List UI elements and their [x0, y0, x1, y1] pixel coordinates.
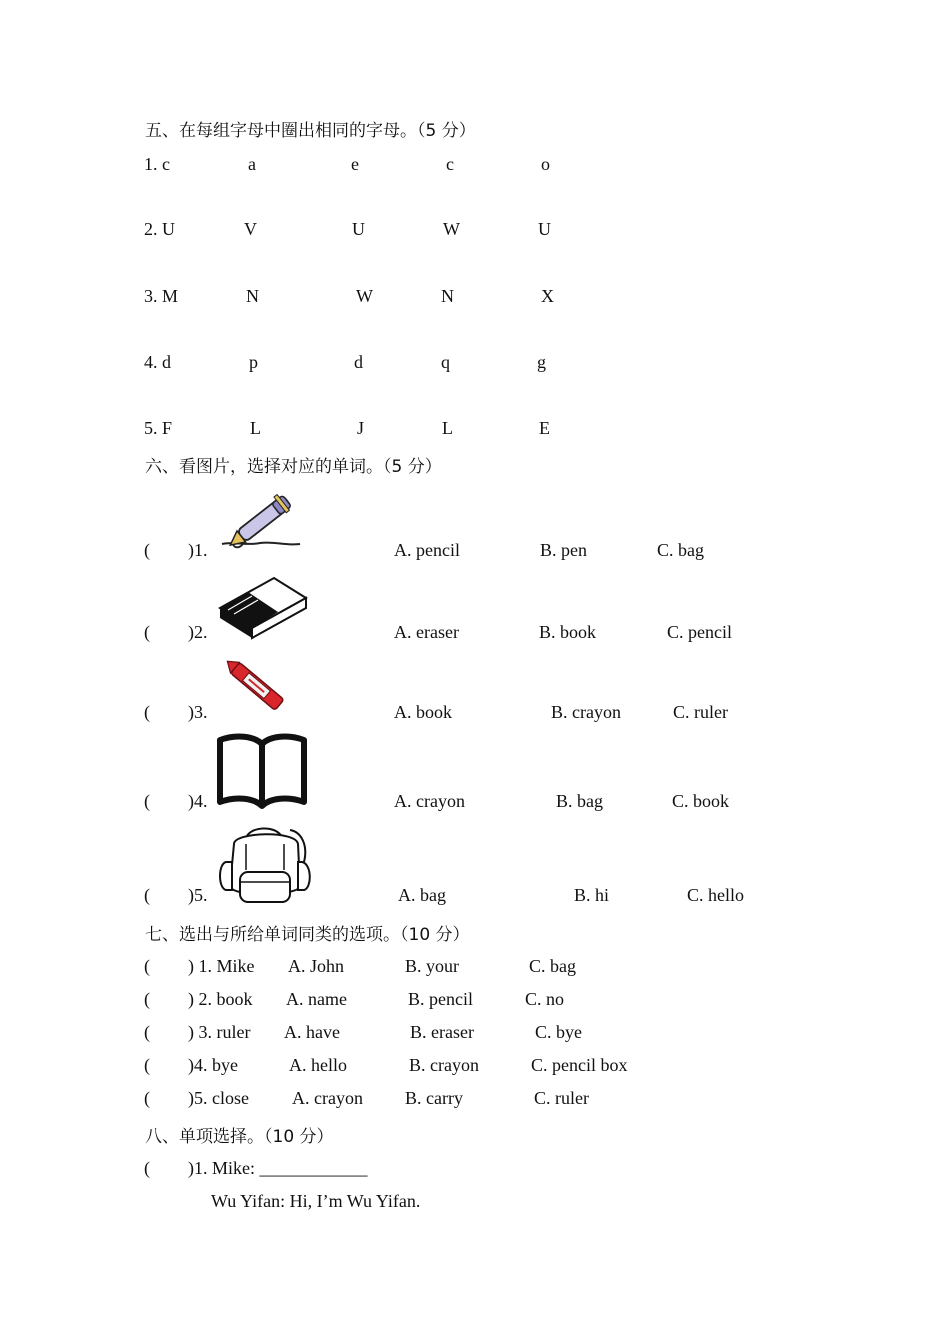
- crayon-icon: [218, 654, 298, 720]
- answer-paren[interactable]: (: [144, 1158, 150, 1178]
- answer-paren[interactable]: (: [144, 540, 150, 560]
- question-number: )4.: [188, 791, 208, 811]
- letter-option: q: [441, 352, 450, 372]
- answer-paren[interactable]: (: [144, 885, 150, 905]
- option-c: C. no: [525, 989, 565, 1009]
- question-number: )1.: [188, 540, 208, 560]
- section6-heading: 六、看图片，选择对应的单词。（5 分）: [145, 457, 442, 477]
- question-word: ) 1. Mike: [188, 956, 255, 976]
- question-number: 1. c: [144, 154, 170, 174]
- option-a: A. crayon: [394, 791, 465, 811]
- dialogue-reply: Wu Yifan: Hi, I’m Wu Yifan.: [211, 1191, 421, 1211]
- option-b: B. book: [539, 622, 597, 642]
- question-number: 2. U: [144, 219, 175, 239]
- letter-option: U: [352, 219, 365, 239]
- section7-heading: 七、选出与所给单词同类的选项。（10 分）: [145, 925, 470, 945]
- option-a: A. pencil: [394, 540, 460, 560]
- question-number: 4. d: [144, 352, 171, 372]
- question-word: ) 2. book: [188, 989, 253, 1009]
- option-c: C. pencil: [667, 622, 732, 642]
- letter-option: L: [250, 418, 261, 438]
- option-a: A. crayon: [292, 1088, 363, 1108]
- option-c: C. bag: [657, 540, 704, 560]
- question-number: 5. F: [144, 418, 173, 438]
- letter-option: N: [441, 286, 454, 306]
- option-c: C. hello: [687, 885, 744, 905]
- answer-paren[interactable]: (: [144, 956, 150, 976]
- letter-option: W: [356, 286, 373, 306]
- option-a: A. bag: [398, 885, 446, 905]
- option-c: C. book: [672, 791, 730, 811]
- letter-option: o: [541, 154, 550, 174]
- option-a: A. book: [394, 702, 452, 722]
- question-number: )3.: [188, 702, 208, 722]
- option-b: B. eraser: [410, 1022, 474, 1042]
- letter-option: L: [442, 418, 453, 438]
- letter-option: X: [541, 286, 554, 306]
- eraser-icon: [216, 570, 310, 642]
- option-a: A. John: [288, 956, 345, 976]
- letter-option: V: [244, 219, 257, 239]
- option-a: A. hello: [289, 1055, 347, 1075]
- option-b: B. bag: [556, 791, 603, 811]
- option-c: C. ruler: [673, 702, 728, 722]
- book-icon: [216, 732, 308, 810]
- letter-option: d: [354, 352, 363, 372]
- letter-option: E: [539, 418, 550, 438]
- letter-option: J: [357, 418, 365, 438]
- answer-paren[interactable]: (: [144, 1088, 150, 1108]
- option-b: B. pencil: [408, 989, 473, 1009]
- letter-option: U: [538, 219, 551, 239]
- answer-paren[interactable]: (: [144, 622, 150, 642]
- answer-paren[interactable]: (: [144, 702, 150, 722]
- question-number: )5.: [188, 885, 208, 905]
- letter-option: a: [248, 154, 256, 174]
- answer-paren[interactable]: (: [144, 1055, 150, 1075]
- backpack-icon: [216, 822, 314, 908]
- option-b: B. hi: [574, 885, 610, 905]
- option-a: A. have: [284, 1022, 340, 1042]
- option-c: C. bye: [535, 1022, 582, 1042]
- question-number: )2.: [188, 622, 208, 642]
- question-word: )4. bye: [188, 1055, 238, 1075]
- option-b: B. carry: [405, 1088, 463, 1108]
- question-word: )5. close: [188, 1088, 249, 1108]
- option-b: B. pen: [540, 540, 587, 560]
- option-a: A. name: [286, 989, 347, 1009]
- letter-option: c: [446, 154, 454, 174]
- option-b: B. crayon: [551, 702, 621, 722]
- letter-option: W: [443, 219, 460, 239]
- answer-paren[interactable]: (: [144, 989, 150, 1009]
- answer-paren[interactable]: (: [144, 1022, 150, 1042]
- question-number: 3. M: [144, 286, 179, 306]
- section8-heading: 八、单项选择。（10 分）: [145, 1127, 334, 1147]
- option-a: A. eraser: [394, 622, 459, 642]
- letter-option: N: [246, 286, 259, 306]
- dialogue-question: )1. Mike: ____________: [188, 1158, 368, 1178]
- answer-paren[interactable]: (: [144, 791, 150, 811]
- option-c: C. ruler: [534, 1088, 589, 1108]
- section5-heading: 五、在每组字母中圈出相同的字母。（5 分）: [145, 121, 476, 141]
- option-c: C. bag: [529, 956, 576, 976]
- option-b: B. your: [405, 956, 459, 976]
- letter-option: p: [249, 352, 258, 372]
- option-b: B. crayon: [409, 1055, 479, 1075]
- pen-icon: [216, 486, 306, 558]
- option-c: C. pencil box: [531, 1055, 628, 1075]
- letter-option: g: [537, 352, 546, 372]
- letter-option: e: [351, 154, 359, 174]
- question-word: ) 3. ruler: [188, 1022, 251, 1042]
